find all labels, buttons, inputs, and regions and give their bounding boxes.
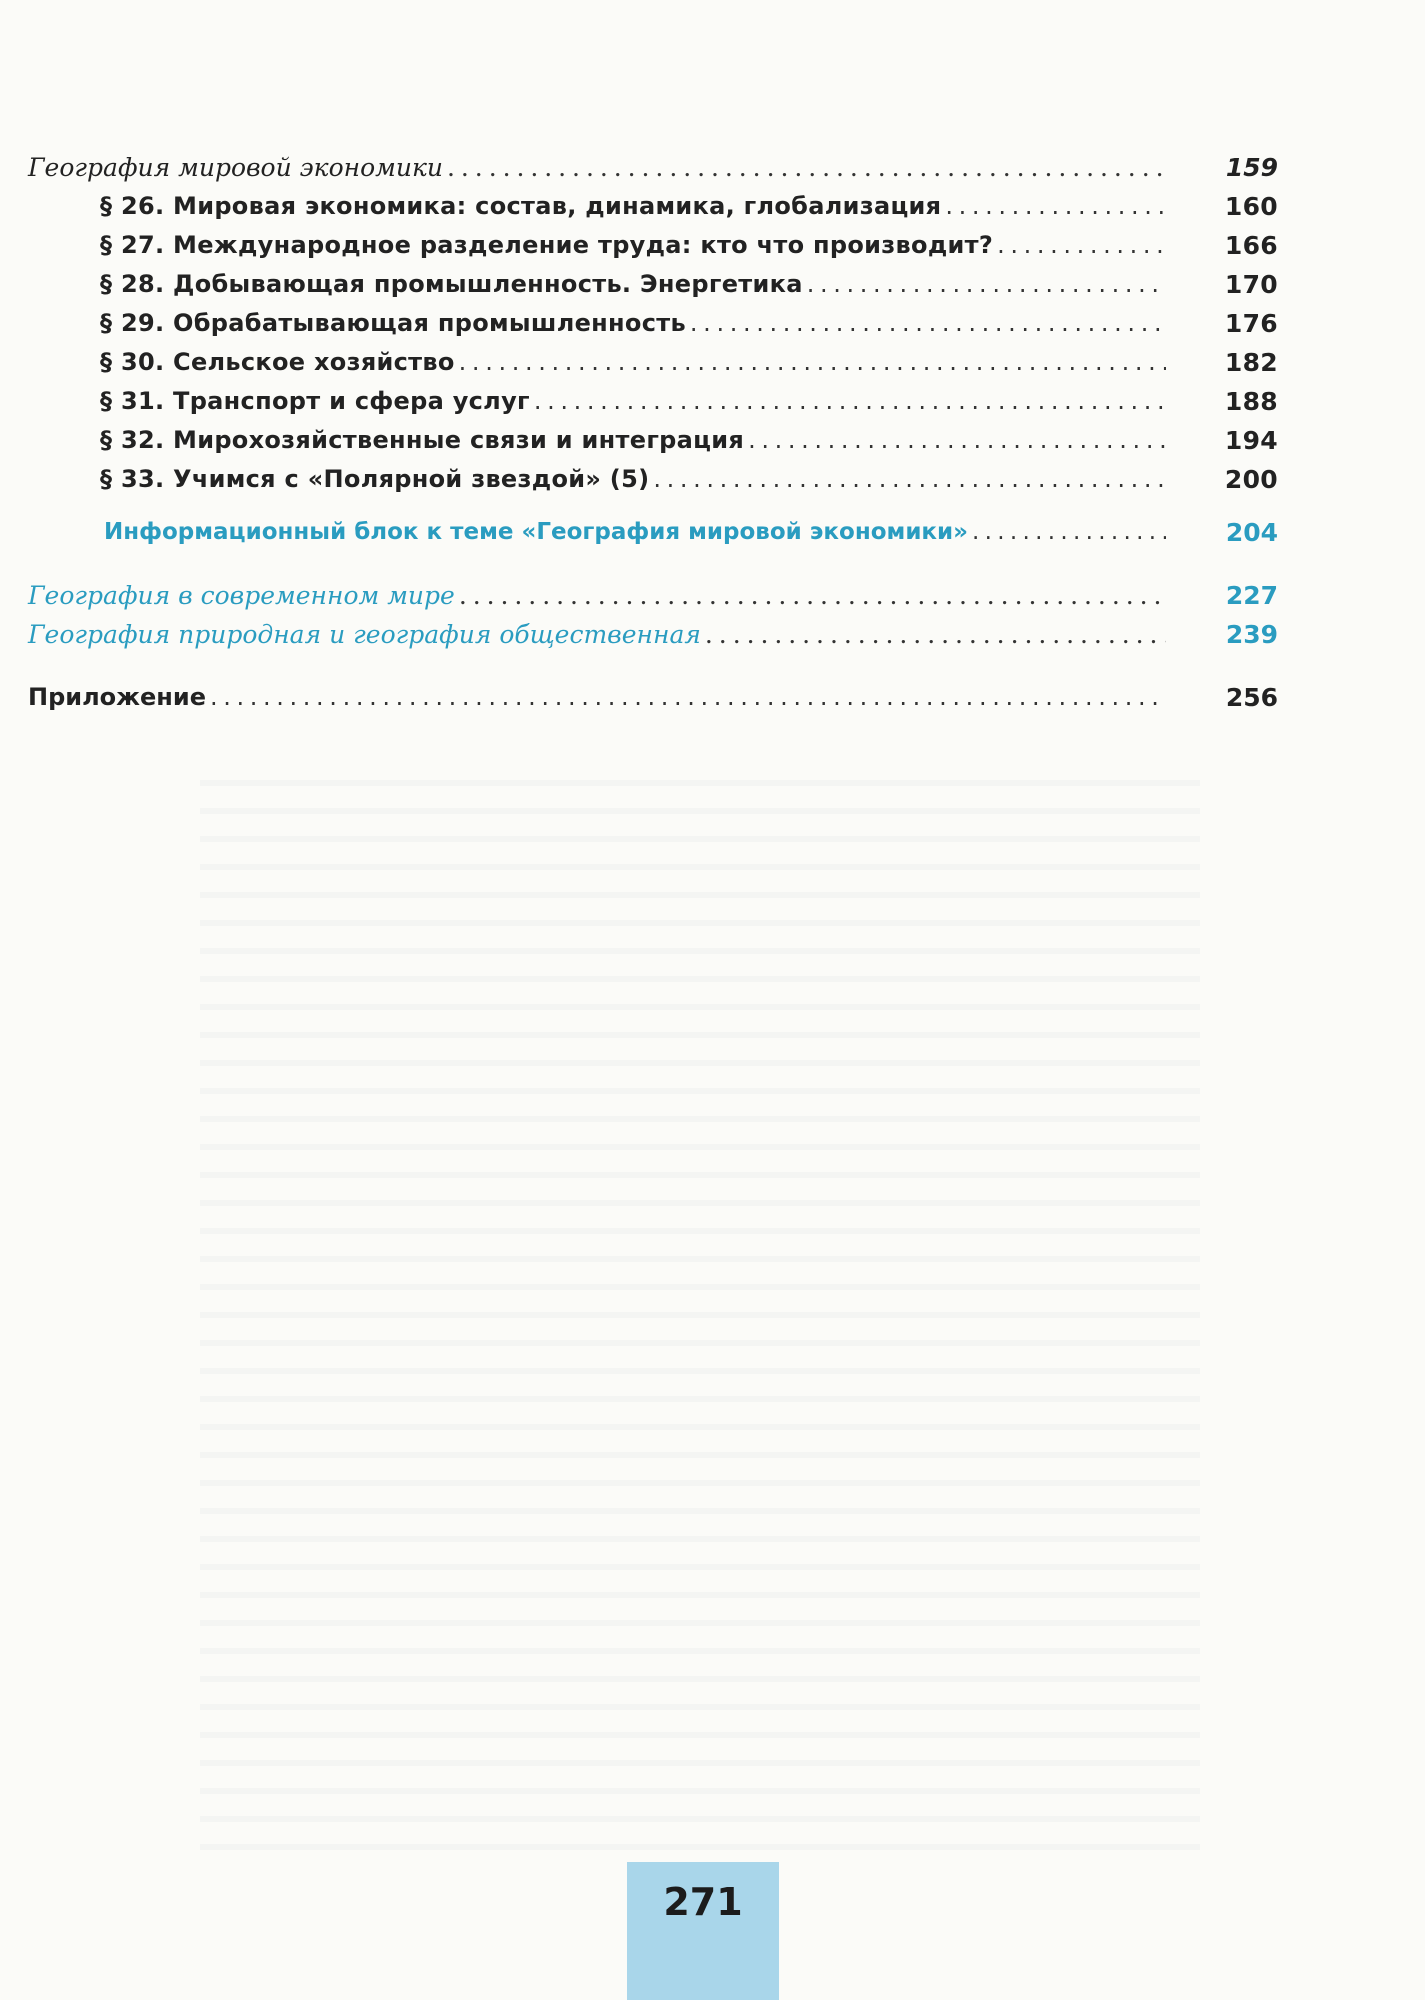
toc-entry-page: 170: [1224, 270, 1278, 299]
dot-leader: [997, 226, 1166, 265]
toc-entry-page: 188: [1224, 387, 1278, 416]
toc-entry-title: § 31. Транспорт и сфера услуг: [100, 387, 530, 415]
toc-entry-title: География в современном мире: [28, 581, 455, 610]
toc-entry-paragraph[interactable]: [28, 265, 1278, 304]
dot-leader: [653, 460, 1166, 499]
toc-entry-title: § 33. Учимся с «Полярной звездой» (5): [100, 465, 650, 493]
toc-entry-part[interactable]: [28, 576, 1278, 615]
spacer: [28, 654, 1278, 678]
page-number: 271: [663, 1880, 743, 1924]
dot-leader: [459, 343, 1166, 382]
toc-entry-page: 166: [1224, 231, 1278, 260]
toc-entry-paragraph[interactable]: [28, 226, 1278, 265]
toc-entry-page: 159: [1225, 153, 1278, 182]
dot-leader: [210, 678, 1166, 717]
dot-leader: [690, 304, 1166, 343]
toc-entry-page: 227: [1225, 581, 1278, 610]
toc-entry-page: 182: [1224, 348, 1278, 377]
dot-leader: [945, 187, 1166, 226]
toc-entry-part[interactable]: [28, 615, 1278, 654]
toc-entry-title: География мировой экономики: [28, 153, 444, 182]
toc-entry-page: 200: [1224, 465, 1278, 494]
toc-entry-paragraph[interactable]: [28, 343, 1278, 382]
toc-entry-info-block[interactable]: [28, 513, 1278, 552]
show-through-background: [200, 780, 1200, 1860]
toc-entry-paragraph[interactable]: [28, 460, 1278, 499]
toc-entry-page: 176: [1224, 309, 1278, 338]
toc-entry-paragraph[interactable]: [28, 304, 1278, 343]
dot-leader: [807, 265, 1166, 304]
toc-entry-paragraph[interactable]: [28, 421, 1278, 460]
toc-entry-page: 160: [1224, 192, 1278, 221]
toc-entry-part[interactable]: [28, 148, 1278, 187]
toc-entry-title: Приложение: [28, 683, 206, 711]
table-of-contents: [28, 148, 1278, 717]
toc-entry-title: § 28. Добывающая промышленность. Энергетика: [100, 270, 803, 298]
dot-leader: [705, 615, 1166, 654]
toc-entry-title: § 26. Мировая экономика: состав, динамика, глобализация: [100, 192, 942, 220]
dot-leader: [972, 513, 1166, 552]
dot-leader: [748, 421, 1166, 460]
dot-leader: [534, 382, 1166, 421]
dot-leader: [447, 148, 1166, 187]
dot-leader: [459, 576, 1166, 615]
toc-entry-title: География природная и география общественная: [28, 620, 701, 649]
spacer: [28, 499, 1278, 513]
toc-entry-paragraph[interactable]: [28, 187, 1278, 226]
spacer: [28, 552, 1278, 576]
page-number-tab: [627, 1862, 779, 2000]
toc-entry-paragraph[interactable]: [28, 382, 1278, 421]
toc-entry-title: § 30. Сельское хозяйство: [100, 348, 455, 376]
toc-entry-page: 204: [1225, 518, 1278, 547]
toc-entry-title: § 27. Международное разделение труда: кто что производит?: [100, 231, 994, 259]
toc-entry-page: 194: [1224, 426, 1278, 455]
toc-entry-page: 256: [1225, 683, 1278, 712]
toc-entry-title: § 32. Мирохозяйственные связи и интеграция: [100, 426, 745, 454]
toc-entry-title: § 29. Обрабатывающая промышленность: [100, 309, 686, 337]
toc-entry-title: Информационный блок к теме «География мировой экономики»: [104, 519, 969, 545]
toc-entry-appendix[interactable]: [28, 678, 1278, 717]
toc-entry-page: 239: [1225, 620, 1278, 649]
